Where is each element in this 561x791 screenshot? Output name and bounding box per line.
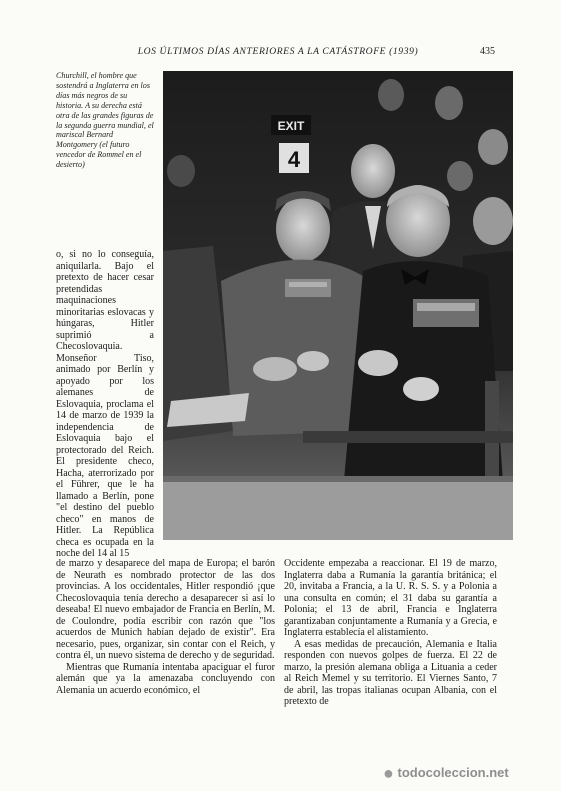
bottom-right-paragraph-2: A esas medidas de precaución, Alemania e Italia responden con nuevos golpes de fuerza. El 22 de marzo, la presión alemana obliga a Lituania a ceder al Reich Memel y su territorio. El Viernes Santo, 7 de abril, las tropas italianas ocupan Albania, con el pretexto de — [284, 638, 497, 707]
bottom-left-column — [56, 558, 275, 696]
exit-sign-text: EXIT — [277, 119, 305, 133]
watermark — [383, 763, 509, 784]
watermark-text: todocoleccion.net — [397, 765, 509, 780]
bottom-right-paragraph-1: Occidente empezaba a reaccionar. El 19 de marzo, Inglaterra daba a Rumanía la garantía británica; el 20, invitaba a Francia, a la U. R. S. S. y a Polonia a una consulta en común; el 31 daba su garantía a Polonia; el 13 de abril, Francia e Inglaterra garantizaban conjuntamente a Rumanía y a Grecia, e Inglaterra establecía el alistamiento. — [284, 558, 497, 638]
bottom-left-paragraph-1: de marzo y desaparece del mapa de Europa; el barón de Neurath es nombrado protector de las dos provincias. A los occidentales, Hitler respondió ¡que Checoslovaquia tenía derecho a desaparecer si así lo deseaba! El nuevo embajador de Francia en Berlín, M. de Coulondre, podía escribir con razón que "los acuerdos de Munich habían dejado de existir". Era necesario, pues, organizar, sin contar con el Reich, y contra él, un nuevo sistema de derecho y de seguridad. — [56, 558, 275, 661]
photo-caption: Churchill, el hombre que sostendrá a Inglaterra en los días más negros de su historia. A su derecha está otra de las grandes figuras de la segunda guerra mundial, el mariscal Bernard Montgomery (el futuro vencedor de Rommel en el desierto) — [56, 71, 154, 170]
photograph-churchill-montgomery — [163, 71, 513, 540]
watermark-dot-icon: ● — [383, 763, 394, 783]
bottom-right-column — [284, 558, 497, 708]
bottom-left-paragraph-2: Mientras que Rumanía intentaba apaciguar el furor alemán que ya la amenazaba concluyendo con Alemania un acuerdo económico, el — [56, 661, 275, 696]
left-column-text — [56, 249, 154, 560]
left-column-paragraph: o, si no lo conseguía, aniquilarla. Bajo el pretexto de hacer cesar pretendidas maquinaciones minoritarias eslovacas y húngaras, Hitler suprimió a Checoslovaquia. Monseñor Tiso, animado por Berlín y apoyado por los alemanes de Eslovaquia, proclama el 14 de marzo de 1939 la independencia de Eslovaquia bajo el protectorado del Reich. El presidente checo, Hacha, aterrorizado por el Führer, que le ha llamado a Berlín, pone "el destino del pueblo checo" en manos de Hitler. La República checa es ocupada en la noche del 14 al 15 — [56, 249, 154, 559]
page-number: 435 — [480, 46, 495, 57]
running-header: LOS ÚLTIMOS DÍAS ANTERIORES A LA CATÁSTROFE (1939) — [137, 46, 419, 57]
photo-illustration — [163, 71, 513, 540]
exit-number-text: 4 — [287, 147, 301, 172]
